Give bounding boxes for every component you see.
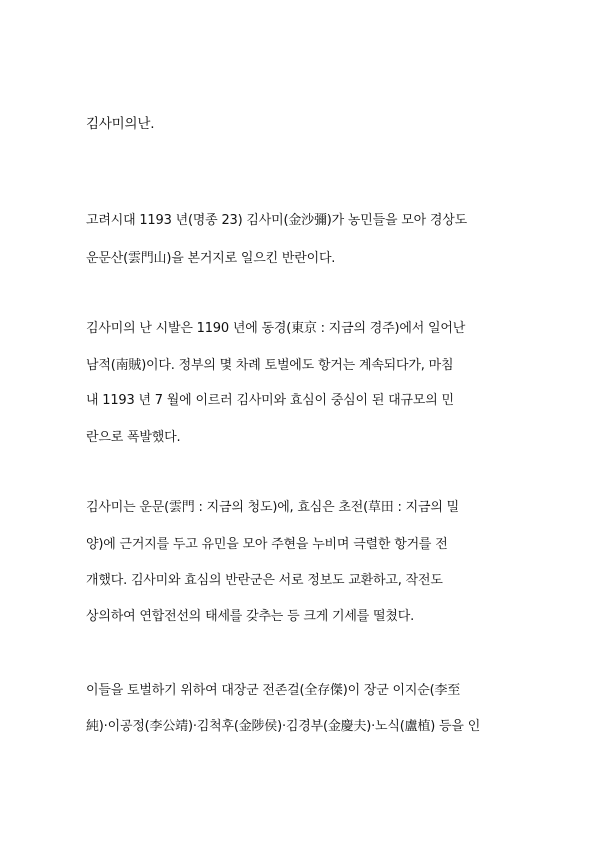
paragraph-3-line-3: 개했다. 김사미와 효심의 반란군은 서로 정보도 교환하고, 작전도 bbox=[86, 573, 443, 588]
paragraph-3-line-2: 양)에 근거지를 두고 유민을 모아 주현을 누비며 극렬한 항거를 전 bbox=[86, 537, 448, 552]
paragraph-2-line-2: 남적(南賊)이다. 정부의 몇 차례 토벌에도 항거는 계속되다가, 마침 bbox=[86, 358, 454, 373]
paragraph-4-line-1: 이들을 토벌하기 위하여 대장군 전존걸(全存傑)이 장군 이지순(李至 bbox=[86, 683, 461, 698]
paragraph-2-line-4: 란으로 폭발했다. bbox=[86, 430, 181, 445]
paragraph-4-line-2: 純)·이공정(李公靖)·김척후(金陟侯)·김경부(金慶夫)·노식(盧植) 등을 인 bbox=[86, 719, 481, 734]
paragraph-1-line-2: 운문산(雲門山)을 본거지로 일으킨 반란이다. bbox=[86, 251, 336, 266]
paragraph-2-line-1: 김사미의 난 시발은 1190 년에 동경(東京 : 지금의 경주)에서 일어난 bbox=[86, 321, 466, 336]
paragraph-2-line-3: 내 1193 년 7 월에 이르러 김사미와 효심이 중심이 된 대규모의 민 bbox=[86, 393, 454, 408]
paragraph-1-line-1: 고려시대 1193 년(명종 23) 김사미(金沙彌)가 농민들을 모아 경상도 bbox=[86, 213, 467, 228]
paragraph-3-line-1: 김사미는 운문(雲門 : 지금의 청도)에, 효심은 초전(草田 : 지금의 밀 bbox=[86, 500, 460, 515]
paragraph-3-line-4: 상의하여 연합전선의 태세를 갖추는 등 크게 기세를 떨쳤다. bbox=[86, 609, 415, 624]
document-title: 김사미의난. bbox=[86, 116, 155, 132]
